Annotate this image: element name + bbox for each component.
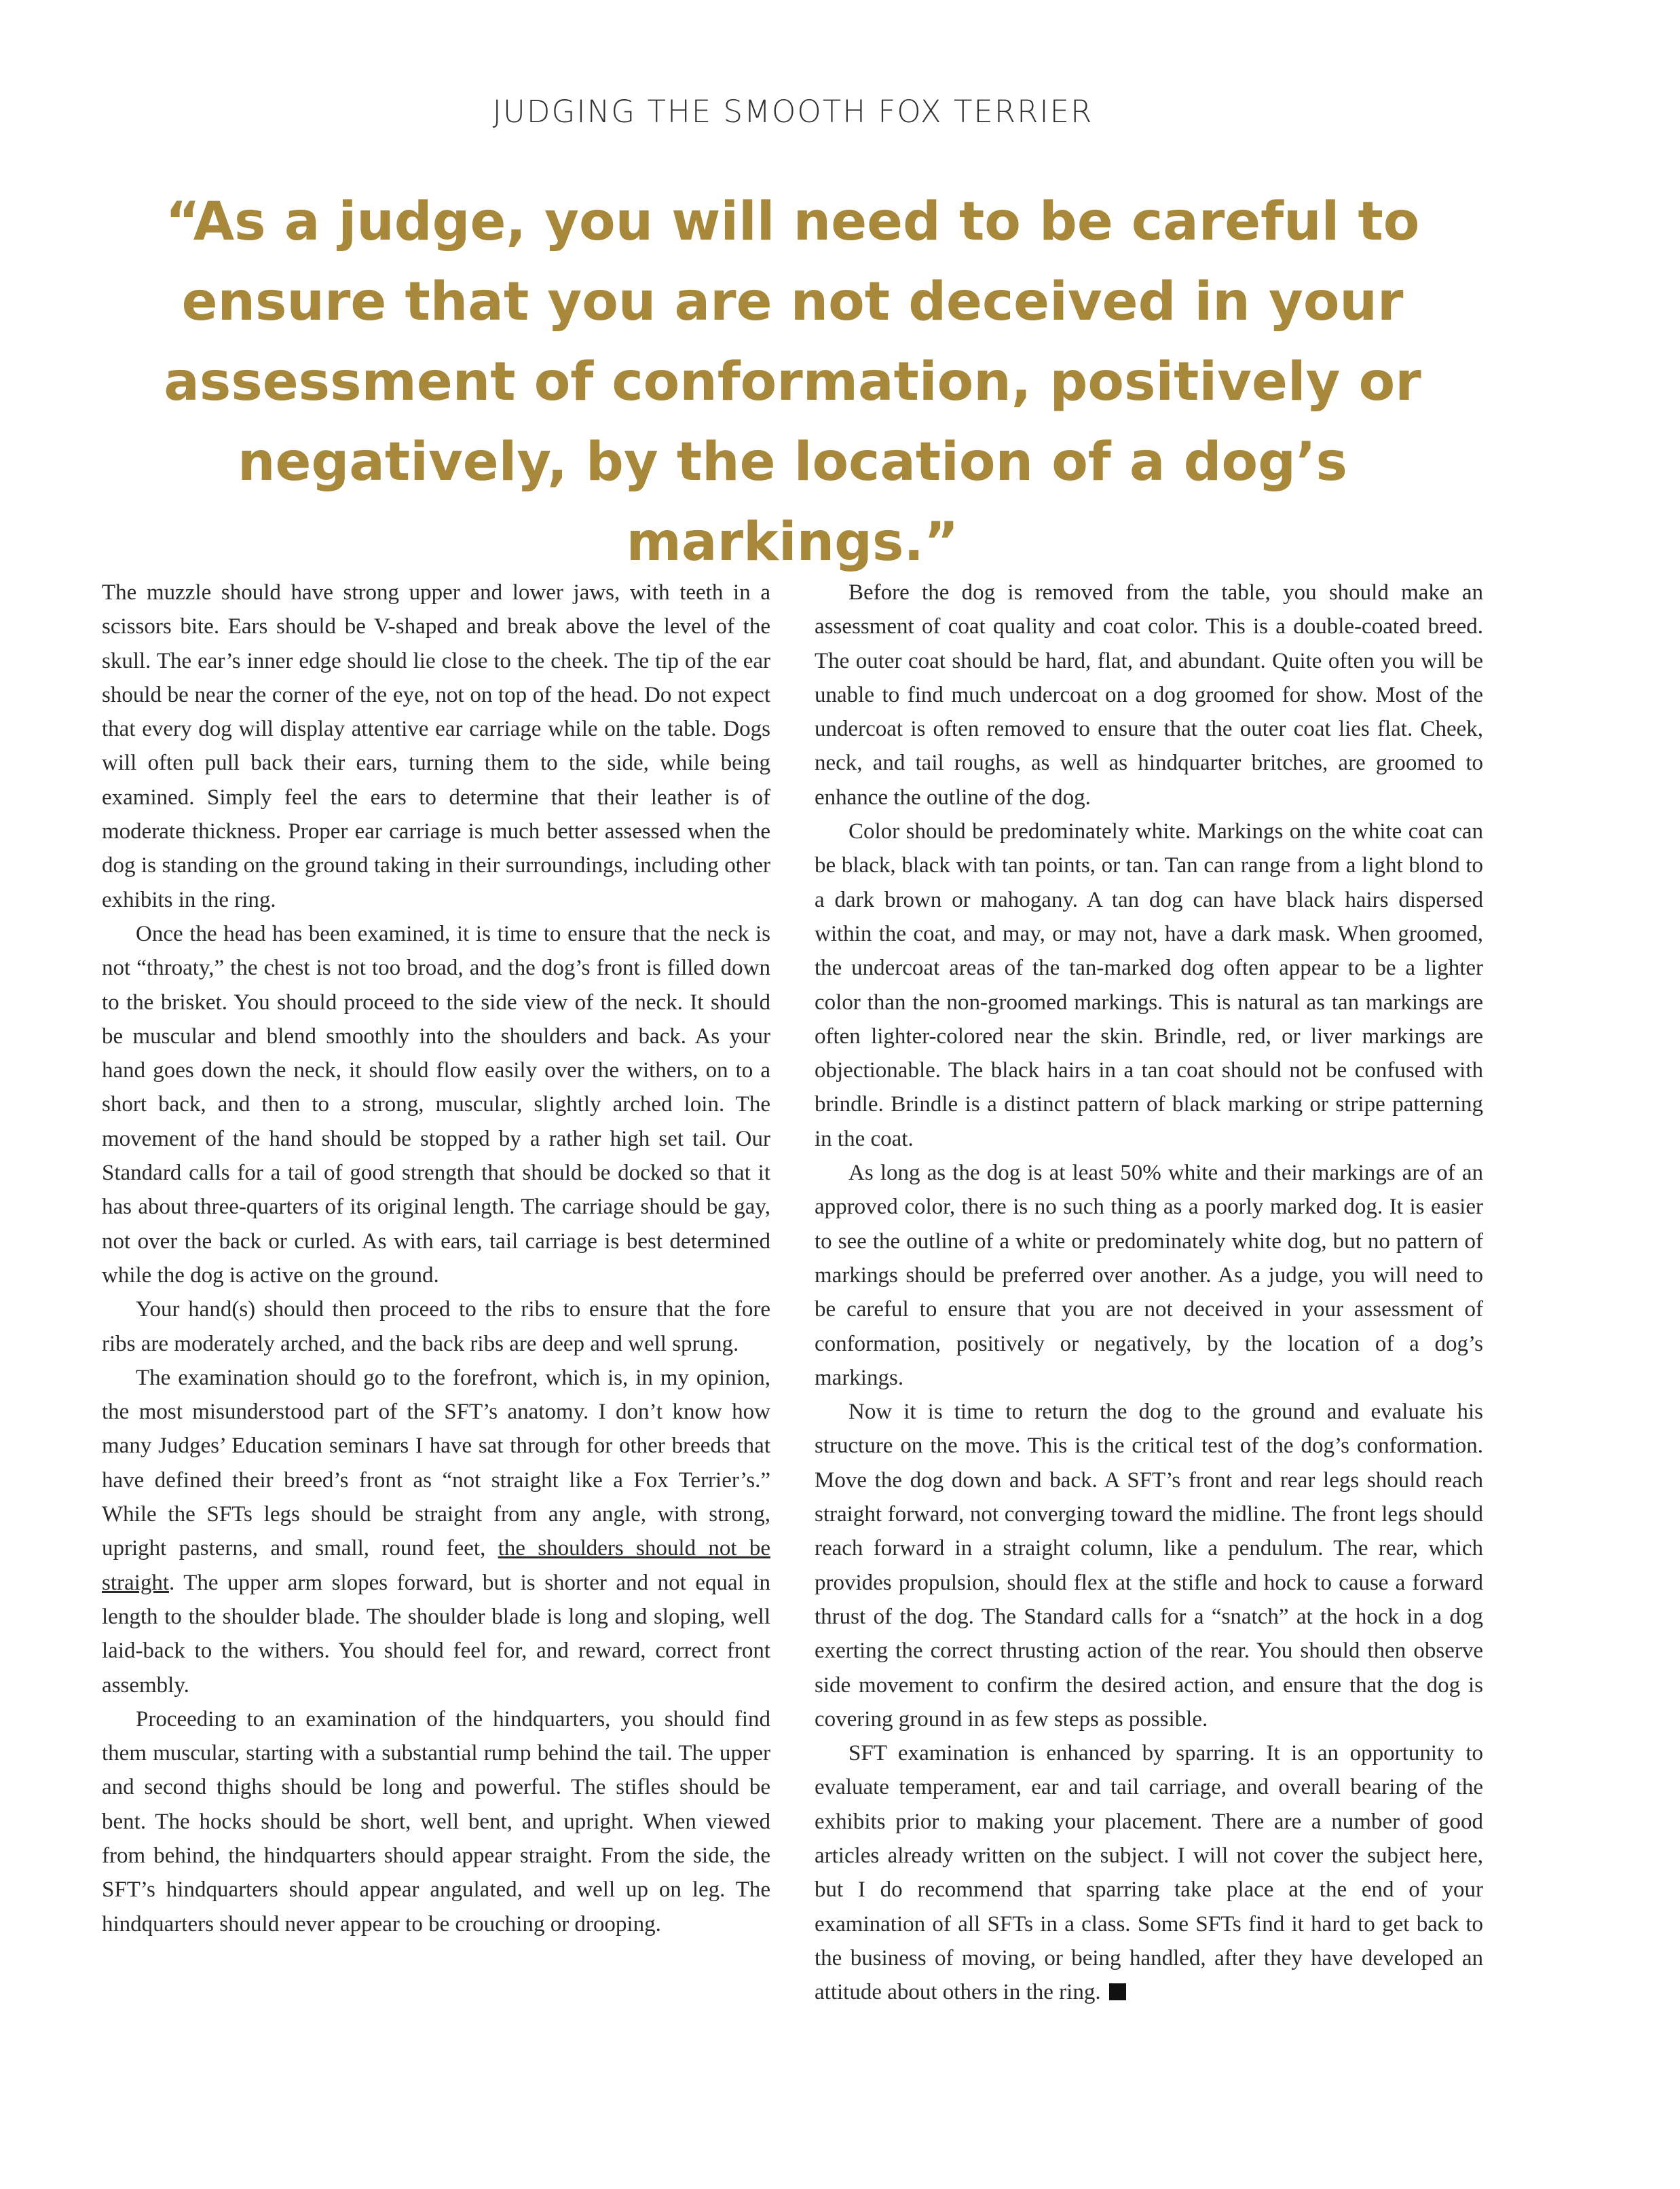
paragraph-markings: As long as the dog is at least 50% white and their markings are of an approved color, there is no such thing as a poorly marked dog. It is easier to see the outline of a white or predominately white dog, but no pattern of markings should be preferred over another. As a judge, you will need to be careful to ensure that you are not deceived in your assessment of conformation, positively or negatively, by the location of a dog’s markings. [815, 1161, 1483, 1390]
paragraph-neck-back-tail: Once the head has been examined, it is time to ensure that the neck is not “throaty,” the chest is not too broad, and the dog’s front is filled down to the brisket. You should proceed to the side view of the neck. It should be muscular and blend smoothly into the shoulders and back. As your hand goes down the neck, it should flow easily over the withers, on to a short back, and then to a strong, muscular, slightly arched loin. The movement of the hand should be stopped by a rather high set tail. Our Standard calls for a tail of good strength that should be docked so that it has about three-quarters of its original length. The carriage should be gay, not over the back or curled. As with ears, tail carriage is best determined while the dog is active on the ground. [102, 921, 770, 1288]
right-column [815, 576, 1483, 2009]
section-title: JUDGING THE SMOOTH FOX TERRIER [492, 94, 1094, 130]
left-column [102, 576, 770, 1941]
underlined-emphasis: the shoulders should not be straight [102, 1536, 770, 1595]
paragraph-movement: Now it is time to return the dog to the ground and evaluate his structure on the move. This is the critical test of the dog’s conformation. Move the dog down and back. A SFT’s front and rear legs should reach straight forward, not converging toward the midline. The front legs should reach forward in a straight column, like a pendulum. The rear, which provides propulsion, should flex at the stifle and hock to cause a forward thrust of the dog. The Standard calls for a “snatch” at the hock in a dog exerting the correct thrusting action of the rear. You should then observe side movement to confirm the desired action, and ensure that the dog is covering ground in as few steps as possible. [815, 1400, 1483, 1732]
end-of-article-mark [1109, 1983, 1126, 2000]
paragraph-forefront [102, 1361, 770, 1702]
forefront-text-start: The examination should go to the forefront, which is, in my opinion, the most misunderstood part of the SFT’s anatomy. I don’t know how many Judges’ Education seminars I have sat through for other breeds that have defined their breed’s front as “not straight like a Fox Terrier’s.” While the SFTs legs should be straight from any angle, with strong, upright pasterns, and small, round feet, [102, 1365, 770, 1561]
forefront-text-end: . The upper arm slopes forward, but is shorter and not equal in length to the shoulder blade. The shoulder blade is long and sloping, well laid-back to the withers. You should feel for, and reward, correct front assembly. [102, 1570, 770, 1698]
paragraph-sparring [815, 1736, 1483, 2009]
paragraph-ribs: Your hand(s) should then proceed to the ribs to ensure that the fore ribs are moderately arched, and the back ribs are deep and well sprung. [102, 1297, 770, 1356]
paragraph-head-ears: The muzzle should have strong upper and lower jaws, with teeth in a scissors bite. Ears should be V-shaped and break above the level of the skull. The ear’s inner edge should lie close to the cheek. The tip of the ear should be near the corner of the eye, not on top of the head. Do not expect that every dog will display attentive ear carriage while on the table. Dogs will often pull back their ears, turning them to the side, while being examined. Simply feel the ears to determine that their leather is of moderate thickness. Proper ear carriage is much better assessed when the dog is standing on the ground taking in their surroundings, including other exhibits in the ring. [102, 580, 770, 912]
paragraph-hindquarters: Proceeding to an examination of the hindquarters, you should find them muscular, starting with a substantial rump behind the tail. The upper and second thighs should be long and powerful. The stifles should be bent. The hocks should be short, well bent, and upright. When viewed from behind, the hindquarters should appear straight. From the side, the SFT’s hindquarters should appear angulated, and well up on leg. The hindquarters should never appear to be crouching or drooping. [102, 1706, 770, 1937]
paragraph-coat: Before the dog is removed from the table, you should make an assessment of coat quality and coat color. This is a double-coated breed. The outer coat should be hard, flat, and abundant. Quite often you will be unable to find much undercoat on a dog groomed for show. Most of the undercoat is often removed to ensure that the outer coat lies flat. Cheek, neck, and tail roughs, as well as hindquarter britches, are groomed to enhance the outline of the dog. [815, 580, 1483, 810]
paragraph-color: Color should be predominately white. Markings on the white coat can be black, black with tan points, or tan. Tan can range from a light blond to a dark brown or mahogany. A tan dog can have black hairs dispersed within the coat, and may, or may not, have a dark mask. When groomed, the undercoat areas of the tan-marked dog often appear to be a lighter color than the non-groomed markings. This is natural as tan markings are often lighter-colored near the skin. Brindle, red, or liver markings are objectionable. The black hairs in a tan coat should not be confused with brindle. Brindle is a distinct pattern of black marking or stripe patterning in the coat. [815, 819, 1483, 1151]
pull-quote: “As a judge, you will need to be careful to ensure that you are not deceived in your assessment of conformation, positively or negatively, by the location of a dog’s markings.” [164, 191, 1421, 573]
sparring-text: SFT examination is enhanced by sparring. It is an opportunity to evaluate temperament, ear and tail carriage, and overall bearing of the exhibits prior to making your placement. There are a number of good articles already written on the subject. I will not cover the subject here, but I do recommend that sparring take place at the end of your examination of all SFTs in a class. Some SFTs find it hard to get back to the business of moving, or being handled, after they have developed an attitude about others in the ring. [815, 1741, 1483, 2005]
